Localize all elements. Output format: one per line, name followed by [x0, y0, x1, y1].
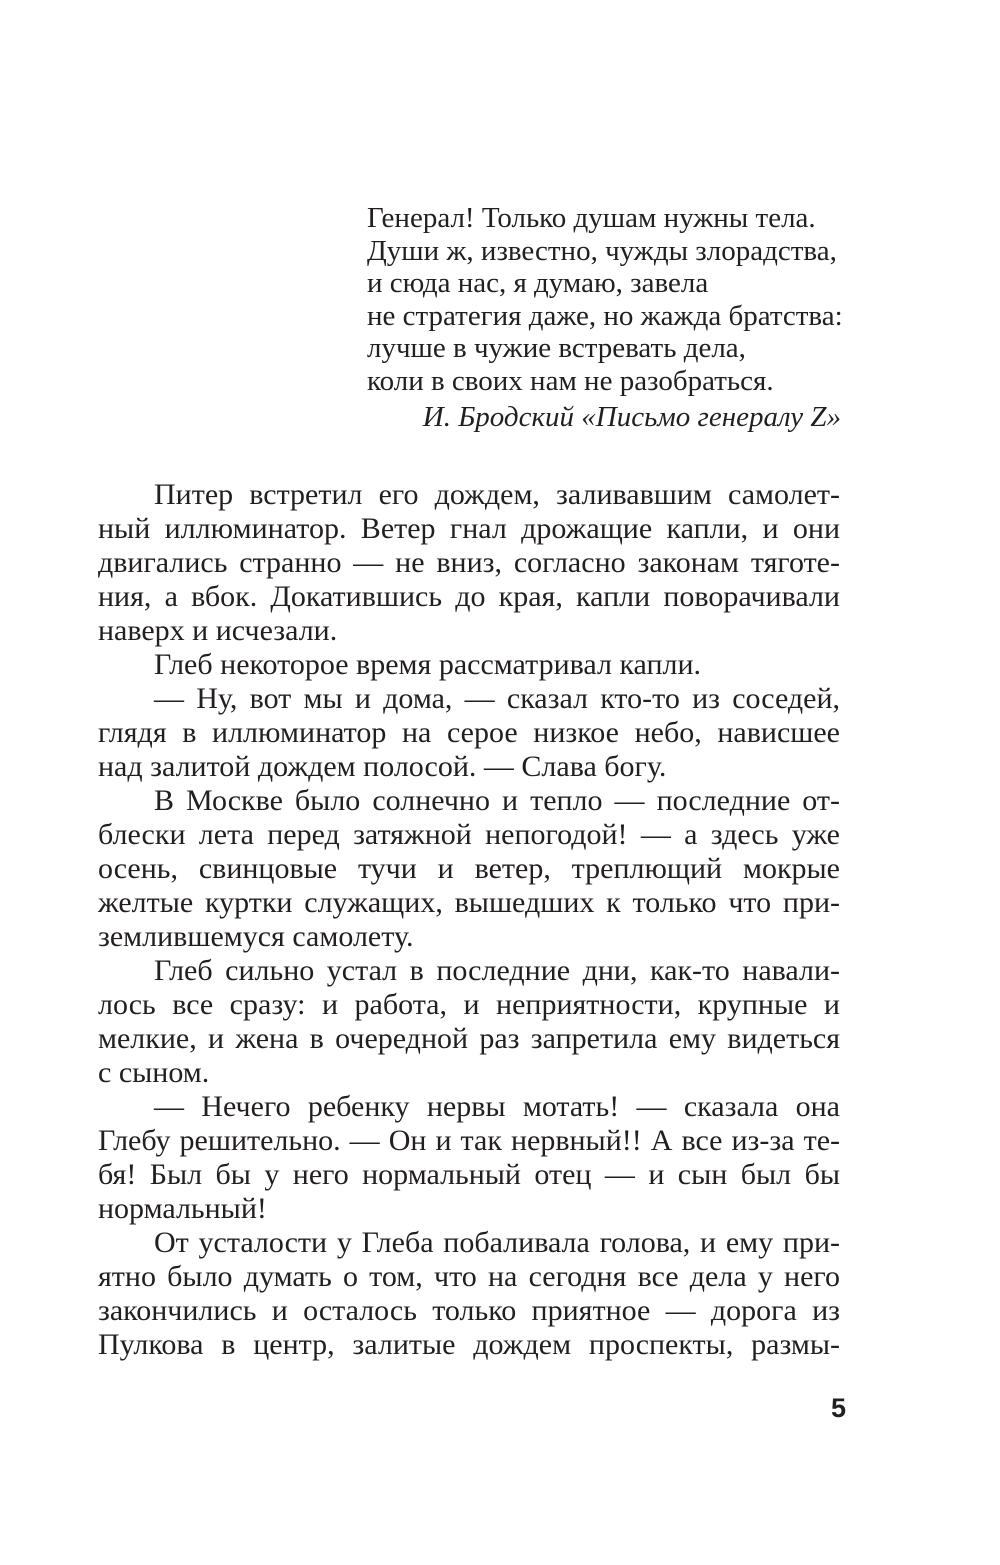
paragraph [98, 954, 840, 1090]
text-line: желтые куртки служащих, вышедших к только что при- [98, 886, 840, 919]
text-line: землившемуся самолету. [98, 920, 414, 953]
paragraph [98, 1226, 840, 1362]
page-number: 5 [830, 1393, 846, 1423]
text-line: — Нечего ребенку нервы мотать! — сказала она [154, 1090, 840, 1123]
text-line: осень, свинцовые тучи и ветер, треплющий мокрые [98, 852, 840, 885]
paragraph [98, 682, 840, 784]
paragraph [98, 1090, 840, 1226]
text-line: — Ну, вот мы и дома, — сказал кто-то из соседей, [154, 682, 840, 715]
text-line: Глеб некоторое время рассматривал капли. [154, 648, 702, 681]
text-line: ятно было думать о том, что на сегодня все дела у него [98, 1260, 840, 1293]
text-line: наверх и исчезали. [98, 614, 338, 647]
paragraph [98, 648, 840, 682]
epigraph-line: коли в своих нам не разобраться. [367, 364, 774, 397]
paragraph [98, 784, 840, 954]
text-line: мелкие, и жена в очередной раз запретила ему видеться [98, 1022, 840, 1055]
text-line: двигались странно — не вниз, согласно законам тяготе- [98, 546, 840, 579]
epigraph-line: лучше в чужие встревать дела, [367, 332, 746, 364]
epigraph-line: Генерал! Только душам нужны тела. [367, 202, 816, 234]
text-line: ния, а вбок. Докатившись до края, капли поворачивали [98, 580, 840, 613]
text-line: Глеб сильно устал в последние дни, как-то навали- [154, 954, 840, 987]
text-line: с сыном. [98, 1056, 210, 1089]
text-line: Глебу решительно. — Он и так нервный!! А все из-за те- [98, 1124, 840, 1157]
text-line: блески лета перед затяжной непогодой! — а здесь уже [98, 818, 840, 851]
text-line: лось все сразу: и работа, и неприятности, крупные и [98, 988, 840, 1021]
paragraph [98, 478, 840, 648]
epigraph-attribution: И. Бродский «Письмо генералу Z» [422, 401, 841, 433]
epigraph [367, 202, 847, 434]
text-line: В Москве было солнечно и тепло — последние от- [154, 784, 840, 817]
epigraph-line: Души ж, известно, чужды злорадства, [367, 234, 837, 267]
epigraph-line: и сюда нас, я думаю, завела [367, 267, 709, 299]
text-line: Пулкова в центр, залитые дождем проспекты, размы- [98, 1328, 840, 1361]
text-line: закончились и осталось только приятное — дорога из [98, 1294, 840, 1327]
body-text [98, 478, 840, 1362]
text-line: над залитой дождем полосой. — Слава богу. [98, 750, 667, 783]
text-line: нормальный! [98, 1192, 267, 1225]
text-line: глядя в иллюминатор на серое низкое небо, нависшее [98, 716, 840, 749]
text-line: ный иллюминатор. Ветер гнал дрожащие капли, и они [98, 512, 840, 545]
epigraph-line: не стратегия даже, но жажда братства: [367, 299, 843, 332]
text-line: От усталости у Глеба побаливала голова, и ему при- [154, 1226, 840, 1259]
text-line: бя! Был бы у него нормальный отец — и сын был бы [98, 1158, 840, 1191]
text-line: Питер встретил его дождем, заливавшим самолет- [154, 478, 840, 511]
